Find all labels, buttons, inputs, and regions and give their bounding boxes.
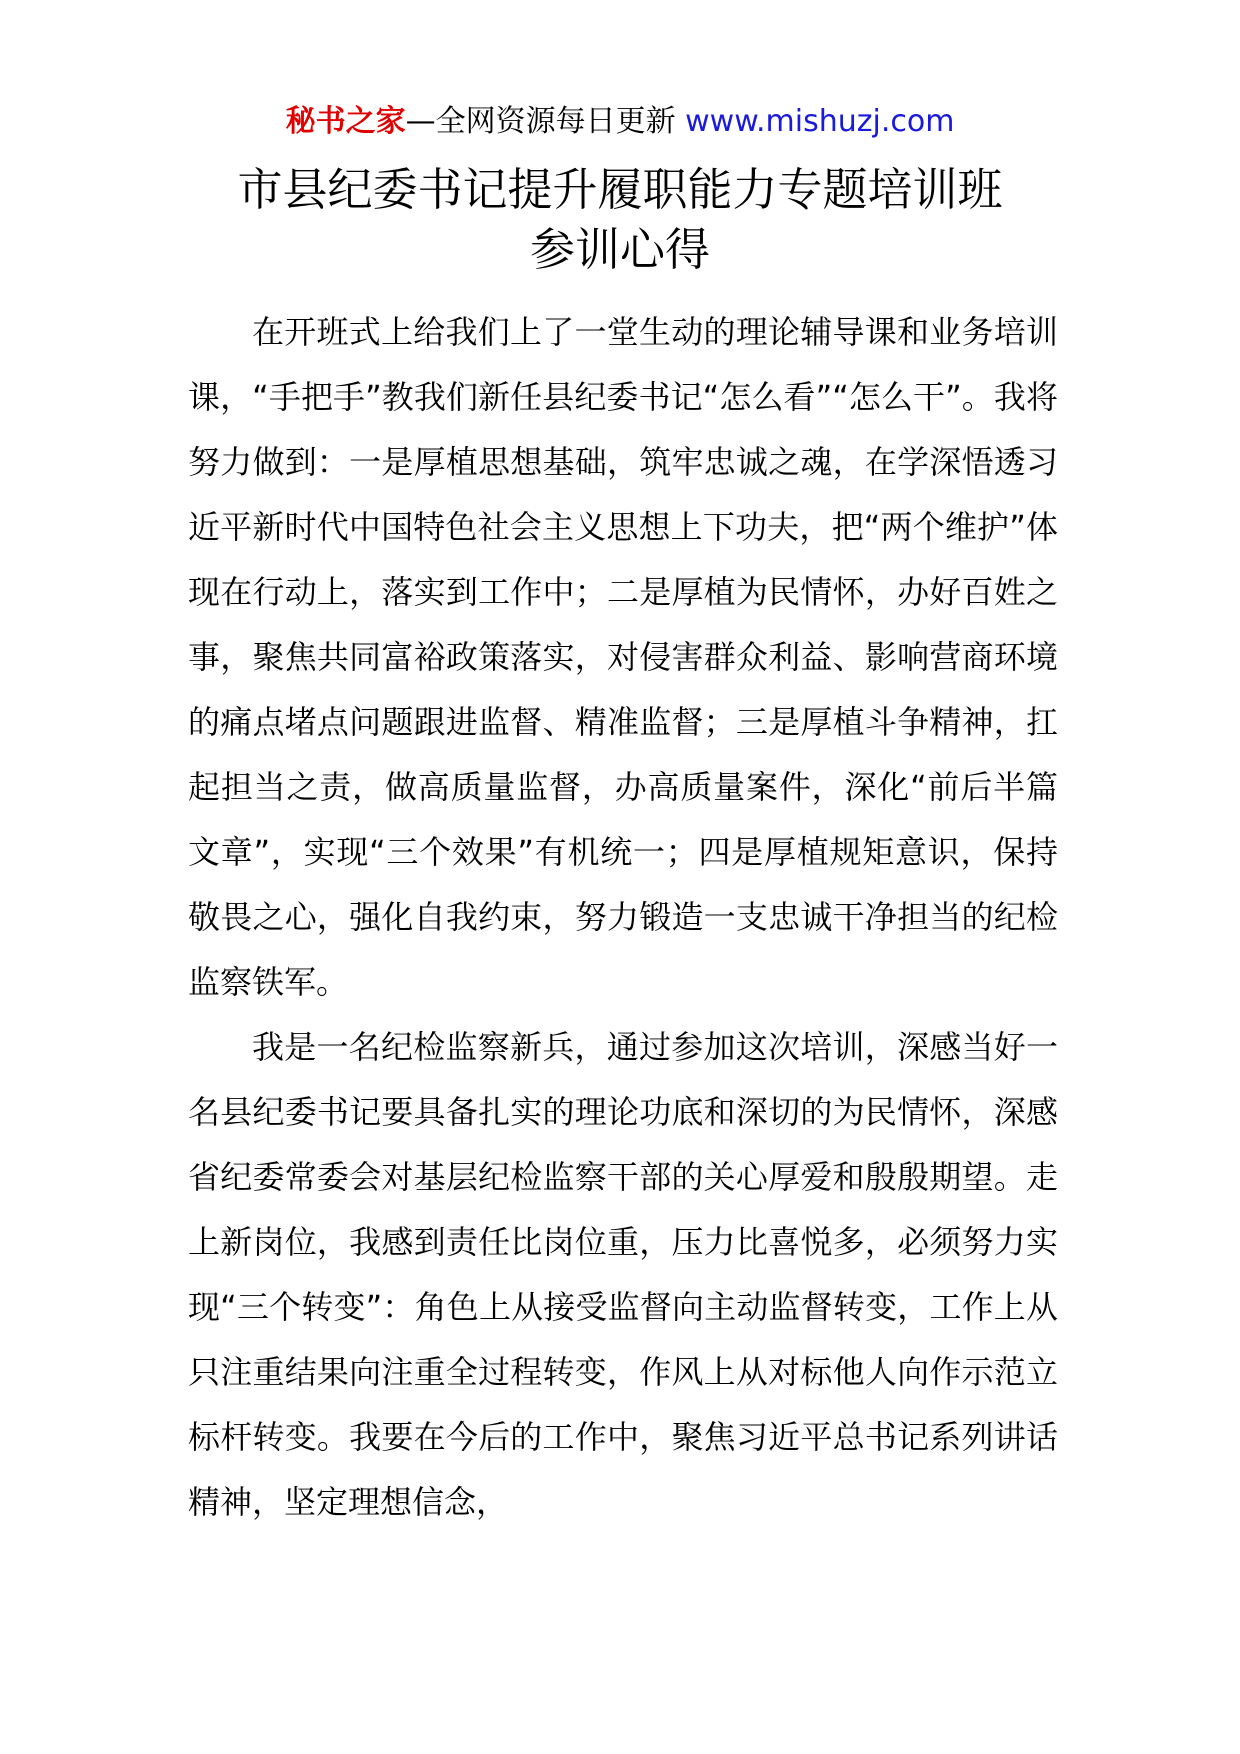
site-url-link[interactable]: www.mishuzj.com <box>685 104 955 139</box>
title-line-2: 参训心得 <box>529 223 710 276</box>
paragraph-1: 在开班式上给我们上了一堂生动的理论辅导课和业务培训课，“手把手”教我们新任县纪委书记“怎么看”“怎么干”。我将努力做到：一是厚植思想基础，筑牢忠诚之魂，在学深悟透习近平新时代中国特色社会主义思想上下功夫，把“两个维护”体现在行动上，落实到工作中；二是厚植为民情怀，办好百姓之事，聚焦共同富裕政策落实，对侵害群众利益、影响营商环境的痛点堵点问题跟进监督、精准监督；三是厚植斗争精神，扛起担当之责，做高质量监督，办高质量案件，深化“前后半篇文章”，实现“三个效果”有机统一；四是厚植规矩意识，保持敬畏之心，强化自我约束，努力锻造一支忠诚干净担当的纪检监察铁军。 <box>188 313 1058 1001</box>
site-header <box>0 100 1240 144</box>
title-line-1: 市县纪委书记提升履职能力专题培训班 <box>237 163 1003 216</box>
document-body <box>188 300 1058 1535</box>
brand-name: 秘书之家 <box>285 104 406 139</box>
header-tagline: —全网资源每日更新 <box>405 104 686 139</box>
document-title <box>160 160 1080 280</box>
paragraph-2: 我是一名纪检监察新兵，通过参加这次培训，深感当好一名县纪委书记要具备扎实的理论功底和深切的为民情怀，深感省纪委常委会对基层纪检监察干部的关心厚爱和殷殷期望。走上新岗位，我感到责任比岗位重，压力比喜悦多，必须努力实现“三个转变”：角色上从接受监督向主动监督转变，工作上从只注重结果向注重全过程转变，作风上从对标他人向作示范立标杆转变。我要在今后的工作中，聚焦习近平总书记系列讲话精神，坚定理想信念， <box>188 1028 1058 1521</box>
